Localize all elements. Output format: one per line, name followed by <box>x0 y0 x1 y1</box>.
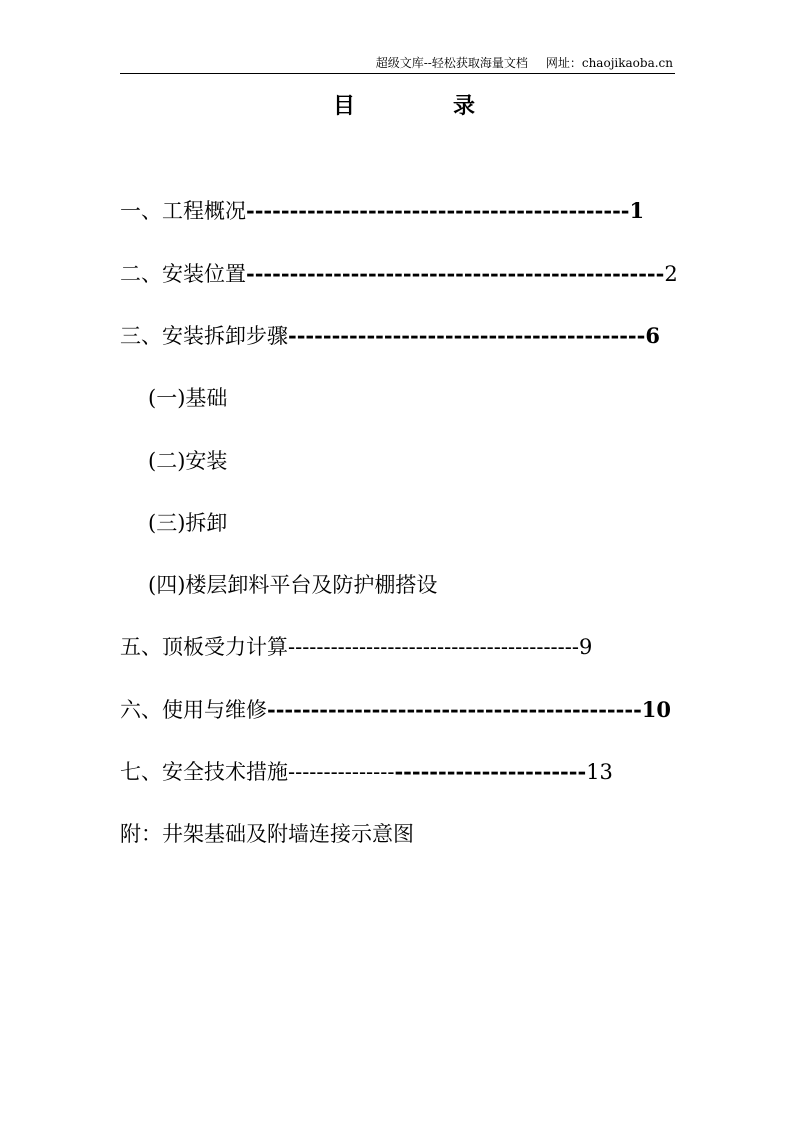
toc-entry-label: 六、使用与维修 <box>120 698 267 722</box>
toc-entry-label: (四)楼层卸料平台及防护棚搭设 <box>148 573 438 597</box>
toc-entry-7[interactable] <box>120 758 613 786</box>
header-url-text: 网址：chaojikaoba.cn <box>545 56 673 70</box>
toc-entry-label: (二)安装 <box>148 449 228 473</box>
toc-entry-label: 附：井架基础及附墙连接示意图 <box>120 822 414 846</box>
toc-title-char-1: 目 <box>333 94 356 119</box>
toc-entry-page: 1 <box>629 198 645 223</box>
toc-entry-leader: ------------------------------------------------ <box>246 261 665 286</box>
toc-entry-page: 6 <box>645 323 660 348</box>
toc-entry-1[interactable] <box>120 197 644 225</box>
toc-entry-leader: -------------------------------------------- <box>246 198 630 223</box>
toc-subentry-2[interactable] <box>148 447 227 475</box>
toc-entry-page: 10 <box>641 697 672 722</box>
toc-title <box>333 92 493 122</box>
header-rule <box>120 73 675 74</box>
toc-entry-label: 一、工程概况 <box>120 199 246 223</box>
toc-entry-label: (三)拆卸 <box>148 511 228 535</box>
toc-entry-5[interactable] <box>120 633 592 661</box>
toc-subentry-1[interactable] <box>148 384 227 412</box>
page-header <box>120 55 673 71</box>
toc-entry-label: 二、安装位置 <box>120 262 246 286</box>
toc-entry-leader: ----------------------------------------- <box>288 323 646 348</box>
toc-entry-2[interactable] <box>120 260 678 288</box>
toc-entry-label: (一)基础 <box>148 386 228 410</box>
toc-entry-page: 13 <box>586 760 613 784</box>
toc-entry-leader: ------------------------------------------- <box>267 697 642 722</box>
header-site-text: 超级文库--轻松获取海量文档 <box>375 56 528 70</box>
toc-entry-label: 七、安全技术措施 <box>120 760 288 784</box>
toc-entry-leader: ----------------------------------------- <box>288 635 579 659</box>
toc-subentry-3[interactable] <box>148 509 227 537</box>
toc-entry-leader: --------------- <box>288 760 395 784</box>
toc-entry-6[interactable] <box>120 696 671 724</box>
toc-appendix[interactable] <box>120 820 414 848</box>
toc-title-char-2: 录 <box>453 94 476 119</box>
toc-entry-3[interactable] <box>120 322 660 350</box>
toc-entry-page: 9 <box>578 635 593 659</box>
toc-entry-page: 2 <box>664 262 678 286</box>
toc-entry-label: 五、顶板受力计算 <box>120 635 288 659</box>
toc-entry-label: 三、安装拆卸步骤 <box>120 324 288 348</box>
toc-entry-leader-bold: ---------------------- <box>394 759 587 784</box>
toc-subentry-4[interactable] <box>148 571 437 599</box>
